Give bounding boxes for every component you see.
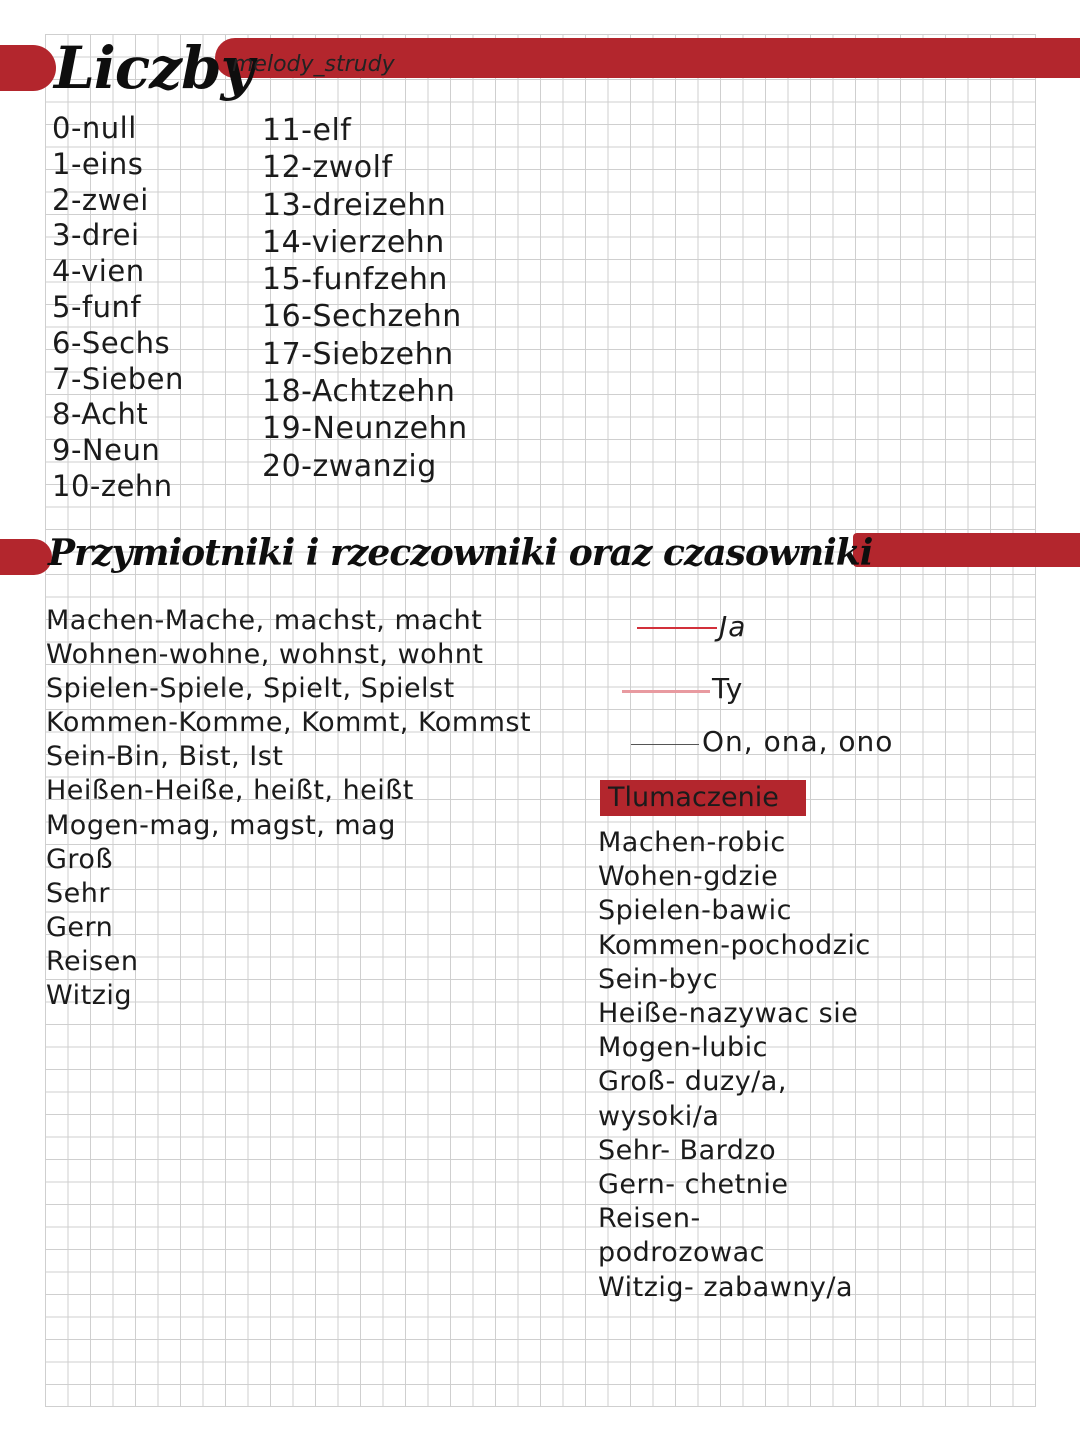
number-item: 5-funf [52,289,142,324]
pronoun-ja: Ja [719,610,747,643]
words-title: Przymiotniki i rzeczowniki oraz czasowniki [48,532,873,574]
pronoun-ty: Ty [712,672,744,705]
number-item: 14-vierzehn [262,224,445,260]
number-item: 6-Sechs [52,325,171,360]
numbers-list-left [52,111,184,505]
list-item: Sein-byc [598,963,719,995]
number-item: 1-eins [52,146,144,181]
list-item: Machen-robic [598,827,786,858]
list-item: Reisen- [598,1203,701,1235]
list-item: podrozowac [598,1237,765,1269]
number-item: 9-Neun [52,433,161,468]
list-item: Groß [46,843,113,875]
list-item: Machen-Mache, machst, macht [46,605,483,636]
list-item: Kommen-Komme, Kommt, Kommst [46,707,532,739]
list-item: Gern [46,911,114,943]
list-item: Mogen-mag, magst, mag [46,809,396,841]
title-highlight-stroke-left [0,45,56,91]
list-item: Wohnen-wohne, wohnst, wohnt [46,639,484,671]
numbers-list-right [262,112,468,485]
number-item: 8-Acht [52,397,149,432]
number-item: 15-funfzehn [262,262,448,298]
number-item: 4-vien [52,254,145,289]
number-item: 13-dreizehn [262,187,447,223]
number-item: 10-zehn [52,468,173,503]
translations-list [598,826,871,1305]
list-item: Sehr- Bardzo [598,1134,777,1166]
list-item: Groß- duzy/a, [598,1066,787,1098]
pronoun-line [637,627,717,629]
number-item: 3-drei [52,218,140,253]
number-item: 20-zwanzig [262,448,437,484]
list-item: Spielen-Spiele, Spielt, Spielst [46,673,455,705]
number-item: 19-Neunzehn [262,411,468,447]
number-item: 18-Achtzehn [262,374,456,410]
number-item: 17-Siebzehn [262,336,454,372]
list-item: Witzig- zabawny/a [598,1271,854,1303]
pronoun-line [622,690,710,693]
list-item: Sehr [46,877,110,909]
list-item: Witzig [46,980,133,1012]
title-highlight-stroke-right [853,533,1080,567]
list-item: Mogen-lubic [598,1032,769,1064]
number-item: 7-Sieben [52,361,184,396]
pronoun-on-ona-ono: On, ona, ono [702,725,894,758]
pronoun-line [631,744,699,745]
list-item: wysoki/a [598,1100,720,1132]
list-item: Gern- chetnie [598,1169,789,1201]
number-item: 2-zwei [52,182,149,217]
number-item: 11-elf [262,113,352,148]
number-item: 16-Sechzehn [262,299,462,335]
list-item: Wohen-gdzie [598,861,779,893]
list-item: Sein-Bin, Bist, Ist [46,741,284,773]
list-item: Kommen-pochodzic [598,929,871,961]
number-item: 12-zwolf [262,150,393,186]
numbers-title: Liczby [54,34,254,102]
list-item: Reisen [46,945,139,977]
signature: melody_strudy [232,52,395,77]
list-item: Spielen-bawic [598,895,792,927]
number-item: 0-null [52,111,137,145]
list-item: Heißen-Heiße, heißt, heißt [46,775,414,807]
title-highlight-stroke-left [0,539,52,575]
translation-label: Tlumaczenie [600,780,806,816]
list-item: Heiße-nazywac sie [598,998,859,1030]
verbs-list [46,604,531,1013]
